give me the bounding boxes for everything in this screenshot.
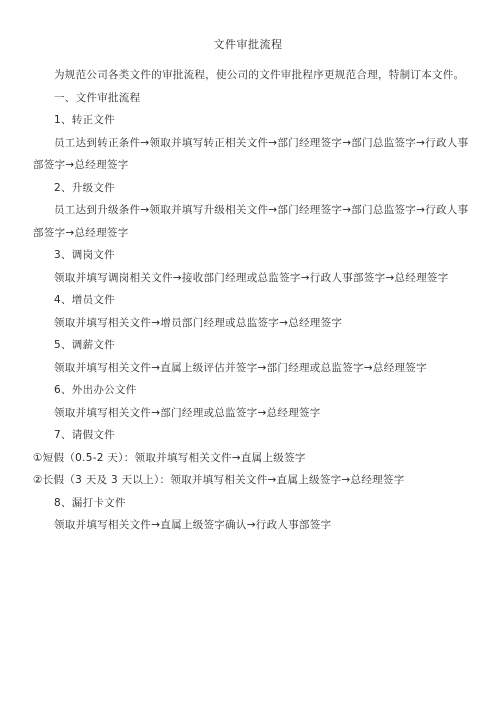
item-text: ②长假（3 天及 3 天以上）：领取并填写相关文件→直属上级签字→总经理签字 [33, 474, 405, 486]
document-body [33, 64, 479, 537]
section-heading: 一、文件审批流程 [54, 91, 141, 104]
intro-paragraph: 为规范公司各类文件的审批流程，使公司的文件审批程序更规范合理，特制订本文件。 [54, 69, 465, 81]
item-heading: 3、调岗文件 [54, 249, 115, 261]
item-text: ①短假（0.5-2 天）：领取并填写相关文件→直属上级签字 [33, 451, 306, 464]
item-text: 领取并填写调岗相关文件→接收部门经理或总监签字→行政人事部签字→总经理签字 [54, 271, 449, 284]
item-heading: 6、外出办公文件 [54, 384, 137, 396]
item-text: 领取并填写相关文件→部门经理或总监签字→总经理签字 [54, 406, 321, 419]
item-heading: 5、调薪文件 [54, 339, 115, 351]
item-text: 员工达到升级条件→领取并填写升级相关文件→部门经理签字→部门总监签字→行政人事部签字→总经理签字 [33, 204, 469, 239]
item-heading: 1、转正文件 [54, 114, 115, 126]
item-heading: 8、漏打卡文件 [54, 496, 126, 509]
document-title: 文件审批流程 [213, 38, 283, 51]
item-heading: 4、增员文件 [54, 294, 115, 306]
item-text: 领取并填写相关文件→直属上级签字确认→行政人事部签字 [54, 519, 332, 531]
item-text: 领取并填写相关文件→增员部门经理或总监签字→总经理签字 [54, 316, 343, 329]
item-text: 员工达到转正条件→领取并填写转正相关文件→部门经理签字→部门总监签字→行政人事部签字→总经理签字 [33, 136, 469, 171]
item-heading: 2、升级文件 [54, 181, 115, 194]
item-heading: 7、请假文件 [54, 429, 115, 441]
item-text: 领取并填写相关文件→直属上级评估并签字→部门经理或总监签字→总经理签字 [54, 361, 427, 374]
